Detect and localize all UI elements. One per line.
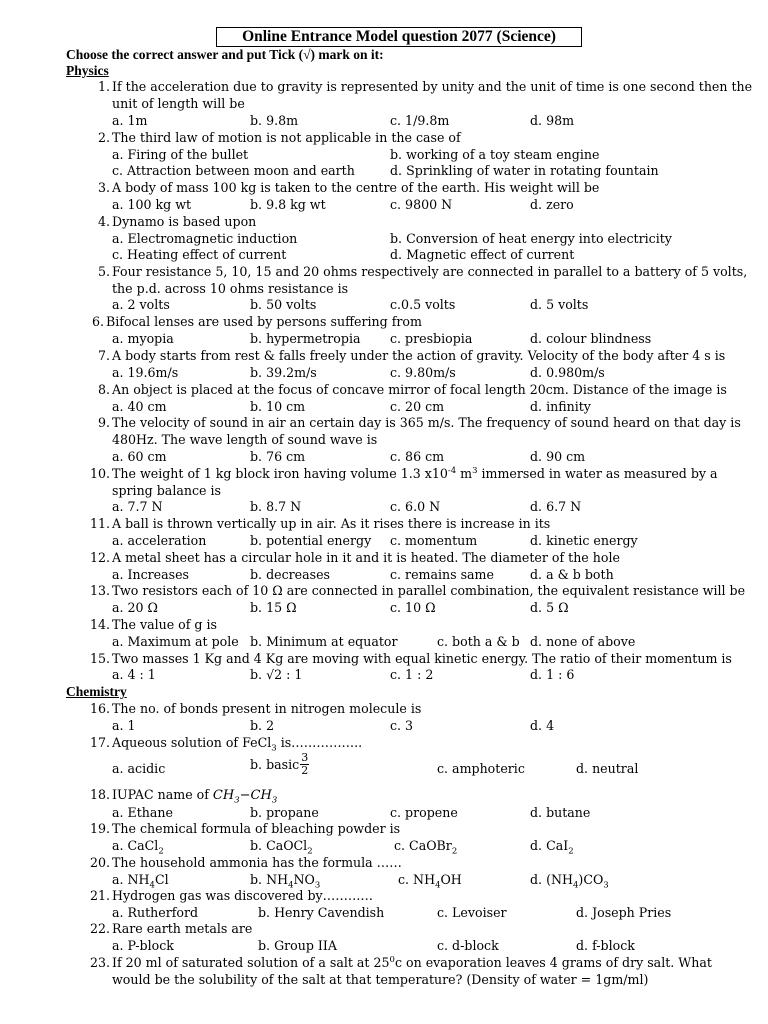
- option-c[interactable]: c. 20 cm: [390, 399, 445, 414]
- option-b[interactable]: b. 76 cm: [250, 449, 306, 464]
- question-text: If 20 ml of saturated solution of a salt at $25^0c$ on evaporation leaves 4 grams of dry salt. What: [112, 954, 712, 970]
- option-d[interactable]: d. 1 : 6: [530, 667, 575, 682]
- option-c[interactable]: c. 6.0 N: [390, 499, 441, 514]
- question-number: 22.: [89, 921, 110, 936]
- question-number: 3.: [97, 180, 110, 195]
- option-b[interactable]: b. 50 volts: [250, 297, 317, 312]
- question-text: The value of g is: [112, 617, 217, 632]
- question-text: A body of mass 100 kg is taken to the centre of the earth. His weight will be: [112, 180, 600, 195]
- option-d[interactable]: d. Magnetic effect of current: [390, 247, 575, 262]
- option-c[interactable]: c. propene: [390, 805, 458, 820]
- question-number: 5.: [97, 264, 110, 279]
- question-number: 2.: [97, 130, 110, 145]
- option-b[interactable]: b. $NH_4NO_3$: [250, 872, 321, 891]
- option-d[interactable]: d. kinetic energy: [530, 533, 638, 548]
- option-c[interactable]: c. Heating effect of current: [112, 247, 287, 262]
- option-d[interactable]: d. infinity: [530, 399, 591, 414]
- question-text: Bifocal lenses are used by persons suffering from: [106, 314, 422, 329]
- question-text: A ball is thrown vertically up in air. As it rises there is increase in its: [112, 516, 551, 531]
- option-a[interactable]: a. 2 volts: [112, 297, 170, 312]
- option-d[interactable]: d. butane: [530, 805, 591, 820]
- option-b[interactable]: b. CaOCl$_2$: [250, 838, 313, 857]
- option-b[interactable]: b. 15 Ω: [250, 600, 297, 615]
- option-b[interactable]: b. working of a toy steam engine: [390, 147, 600, 162]
- option-d[interactable]: d. Sprinkling of water in rotating fountain: [390, 163, 659, 178]
- option-a[interactable]: a. 60 cm: [112, 449, 167, 464]
- option-d[interactable]: d. 90 cm: [530, 449, 586, 464]
- option-a[interactable]: a. Electromagnetic induction: [112, 231, 298, 246]
- option-c[interactable]: c. 1 : 2: [390, 667, 434, 682]
- option-b[interactable]: b. 10 cm: [250, 399, 306, 414]
- option-a[interactable]: a. Ethane: [112, 805, 173, 820]
- option-c[interactable]: c. Levoiser: [437, 905, 507, 920]
- option-a[interactable]: a. myopia: [112, 331, 174, 346]
- question-text-cont: the p.d. across 10 ohms resistance is: [112, 281, 349, 296]
- option-d[interactable]: d. $(NH_4)CO_3$: [530, 872, 609, 891]
- option-b[interactable]: b. 39.2m/s: [250, 365, 317, 380]
- fraction: $\frac{3}{2}$: [301, 751, 309, 777]
- option-a[interactable]: a. 100 kg wt: [112, 197, 192, 212]
- question-number: 7.: [97, 348, 110, 363]
- option-a[interactable]: a. 40 cm: [112, 399, 167, 414]
- instructions: Choose the correct answer and put Tick (√) mark on it:: [66, 47, 384, 62]
- option-c[interactable]: c. $NH_4OH$: [398, 872, 462, 891]
- question-number: 9.: [97, 415, 110, 430]
- option-d[interactable]: d. 5 Ω: [530, 600, 569, 615]
- option-b[interactable]: b. Group IIA: [258, 938, 337, 953]
- question-text: The no. of bonds present in nitrogen molecule is: [112, 701, 422, 716]
- section-heading-chemistry: Chemistry: [66, 684, 127, 699]
- question-text: The household ammonia has the formula ……: [112, 855, 402, 870]
- question-number: 14.: [89, 617, 110, 632]
- option-b[interactable]: b. √2 : 1: [250, 667, 303, 682]
- question-number: 8.: [97, 382, 110, 397]
- question-text: Dynamo is based upon: [112, 214, 257, 229]
- option-a[interactable]: a. 7.7 N: [112, 499, 163, 514]
- option-a[interactable]: a. P-block: [112, 938, 174, 953]
- option-c[interactable]: c. CaOBr$_2$: [394, 838, 458, 857]
- question-text: A metal sheet has a circular hole in it and it is heated. The diameter of the hole: [112, 550, 620, 565]
- option-c[interactable]: c. 86 cm: [390, 449, 445, 464]
- option-c[interactable]: c. both a & b: [437, 634, 520, 649]
- option-c[interactable]: c. amphoteric: [437, 761, 525, 776]
- option-b[interactable]: b. 2: [250, 718, 275, 733]
- option-d[interactable]: d. f-block: [576, 938, 635, 953]
- option-c[interactable]: c.0.5 volts: [390, 297, 456, 312]
- option-c[interactable]: c. 3: [390, 718, 414, 733]
- option-c[interactable]: c. momentum: [390, 533, 478, 548]
- option-a[interactable]: a. CaCl$_2$: [112, 838, 164, 857]
- question-number: 13.: [89, 583, 110, 598]
- question-text: IUPAC name of $CH_3-CH_3$: [112, 787, 278, 806]
- option-c[interactable]: c. Attraction between moon and earth: [112, 163, 355, 178]
- question-number: 15.: [89, 651, 110, 666]
- option-c[interactable]: c. remains same: [390, 567, 494, 582]
- option-a[interactable]: a. Rutherford: [112, 905, 199, 920]
- question-number: 11.: [89, 516, 110, 531]
- option-c[interactable]: c. presbiopia: [390, 331, 473, 346]
- option-d[interactable]: d. none of above: [530, 634, 636, 649]
- question-text: The weight of 1 kg block iron having volume 1.3 $x10^{-4}$ $m^3$ immersed in water as measured by a: [112, 465, 718, 481]
- option-a[interactable]: a. 19.6m/s: [112, 365, 179, 380]
- option-c[interactable]: c. 9800 N: [390, 197, 453, 212]
- section-heading-physics: Physics: [66, 63, 109, 78]
- option-b[interactable]: b. hypermetropia: [250, 331, 361, 346]
- question-number: 1.: [97, 79, 110, 94]
- question-text: A body starts from rest & falls freely under the action of gravity. Velocity of the body after 4 s is: [112, 348, 726, 363]
- question-text: If the acceleration due to gravity is represented by unity and the unit of time is one second then the: [112, 79, 753, 94]
- option-d[interactable]: d. 6.7 N: [530, 499, 582, 514]
- option-a[interactable]: a. acceleration: [112, 533, 207, 548]
- question-number: 12.: [89, 550, 110, 565]
- option-c[interactable]: c. 1/9.8m: [390, 113, 450, 128]
- question-text-cont: would be the solubility of the salt at that temperature? (Density of water = 1gm/ml): [112, 972, 649, 987]
- question-text: Aqueous solution of FeCl$_3$ is……………..: [112, 735, 363, 754]
- option-c[interactable]: c. 10 Ω: [390, 600, 436, 615]
- question-number: 18.: [89, 787, 110, 802]
- option-d[interactable]: d. 5 volts: [530, 297, 589, 312]
- option-d[interactable]: d. colour blindness: [530, 331, 652, 346]
- question-text: Rare earth metals are: [112, 921, 253, 936]
- option-d[interactable]: d. 98m: [530, 113, 575, 128]
- option-a[interactable]: a. $NH_4Cl$: [112, 872, 169, 891]
- question-text: An object is placed at the focus of concave mirror of focal length 20cm. Distance of the image is: [112, 382, 727, 397]
- option-d[interactable]: d. Joseph Pries: [576, 905, 672, 920]
- option-b[interactable]: b. 8.7 N: [250, 499, 302, 514]
- question-number: 10.: [89, 466, 110, 481]
- question-number: 6.: [91, 314, 104, 329]
- option-b[interactable]: b. propane: [250, 805, 319, 820]
- option-d[interactable]: d. 4: [530, 718, 555, 733]
- question-text: The chemical formula of bleaching powder is: [112, 821, 401, 836]
- question-text-cont: 480Hz. The wave length of sound wave is: [112, 432, 378, 447]
- question-number: 16.: [89, 701, 110, 716]
- option-b[interactable]: b. potential energy: [250, 533, 372, 548]
- option-b[interactable]: b. decreases: [250, 567, 330, 582]
- option-c[interactable]: c. d-block: [437, 938, 499, 953]
- option-a[interactable]: a. 4 : 1: [112, 667, 156, 682]
- option-a[interactable]: a. 1m: [112, 113, 148, 128]
- question-text-cont: unit of length will be: [112, 96, 245, 111]
- page-title: Online Entrance Model question 2077 (Science): [216, 27, 582, 47]
- question-number: 4.: [97, 214, 110, 229]
- option-a[interactable]: a. Firing of the bullet: [112, 147, 249, 162]
- question-text: Hydrogen gas was discovered by…………: [112, 888, 374, 903]
- option-d[interactable]: d. zero: [530, 197, 574, 212]
- option-b[interactable]: b. Conversion of heat energy into electricity: [390, 231, 672, 246]
- option-a[interactable]: a. 1: [112, 718, 136, 733]
- option-b[interactable]: b. 9.8 kg wt: [250, 197, 326, 212]
- question-text: The velocity of sound in air an certain day is 365 m/s. The frequency of sound heard on that day is: [112, 415, 741, 430]
- question-number: 23.: [89, 955, 110, 970]
- option-a[interactable]: a. Maximum at pole: [112, 634, 239, 649]
- question-number: 19.: [89, 821, 110, 836]
- option-b[interactable]: b. Minimum at equator: [250, 634, 398, 649]
- option-c[interactable]: c. 9.80m/s: [390, 365, 456, 380]
- option-a[interactable]: a. Increases: [112, 567, 190, 582]
- option-d[interactable]: d. a & b both: [530, 567, 614, 582]
- question-number: 21.: [89, 888, 110, 903]
- option-b[interactable]: b. 9.8m: [250, 113, 299, 128]
- option-b[interactable]: b. basic $\frac{3}{2}$: [250, 751, 309, 777]
- option-d[interactable]: d. neutral: [576, 761, 639, 776]
- option-d[interactable]: d. CaI$_2$: [530, 838, 574, 857]
- question-number: 20.: [89, 855, 110, 870]
- option-a[interactable]: a. acidic: [112, 761, 166, 776]
- question-text: The third law of motion is not applicable in the case of: [112, 130, 461, 145]
- option-d[interactable]: d. 0.980m/s: [530, 365, 605, 380]
- question-text: Two masses 1 Kg and 4 Kg are moving with equal kinetic energy. The ratio of their momentum is: [112, 651, 732, 666]
- option-b[interactable]: b. Henry Cavendish: [258, 905, 385, 920]
- question-number: 17.: [89, 735, 110, 750]
- option-a[interactable]: a. 20 Ω: [112, 600, 158, 615]
- question-text-cont: spring balance is: [112, 483, 221, 498]
- question-text: Four resistance 5, 10, 15 and 20 ohms respectively are connected in parallel to a battery of 5 volts,: [112, 264, 748, 279]
- question-text: Two resistors each of 10 Ω are connected in parallel combination, the equivalent resistance will be: [112, 583, 746, 598]
- chemical-formula: $CH_3-CH_3$: [212, 788, 278, 806]
